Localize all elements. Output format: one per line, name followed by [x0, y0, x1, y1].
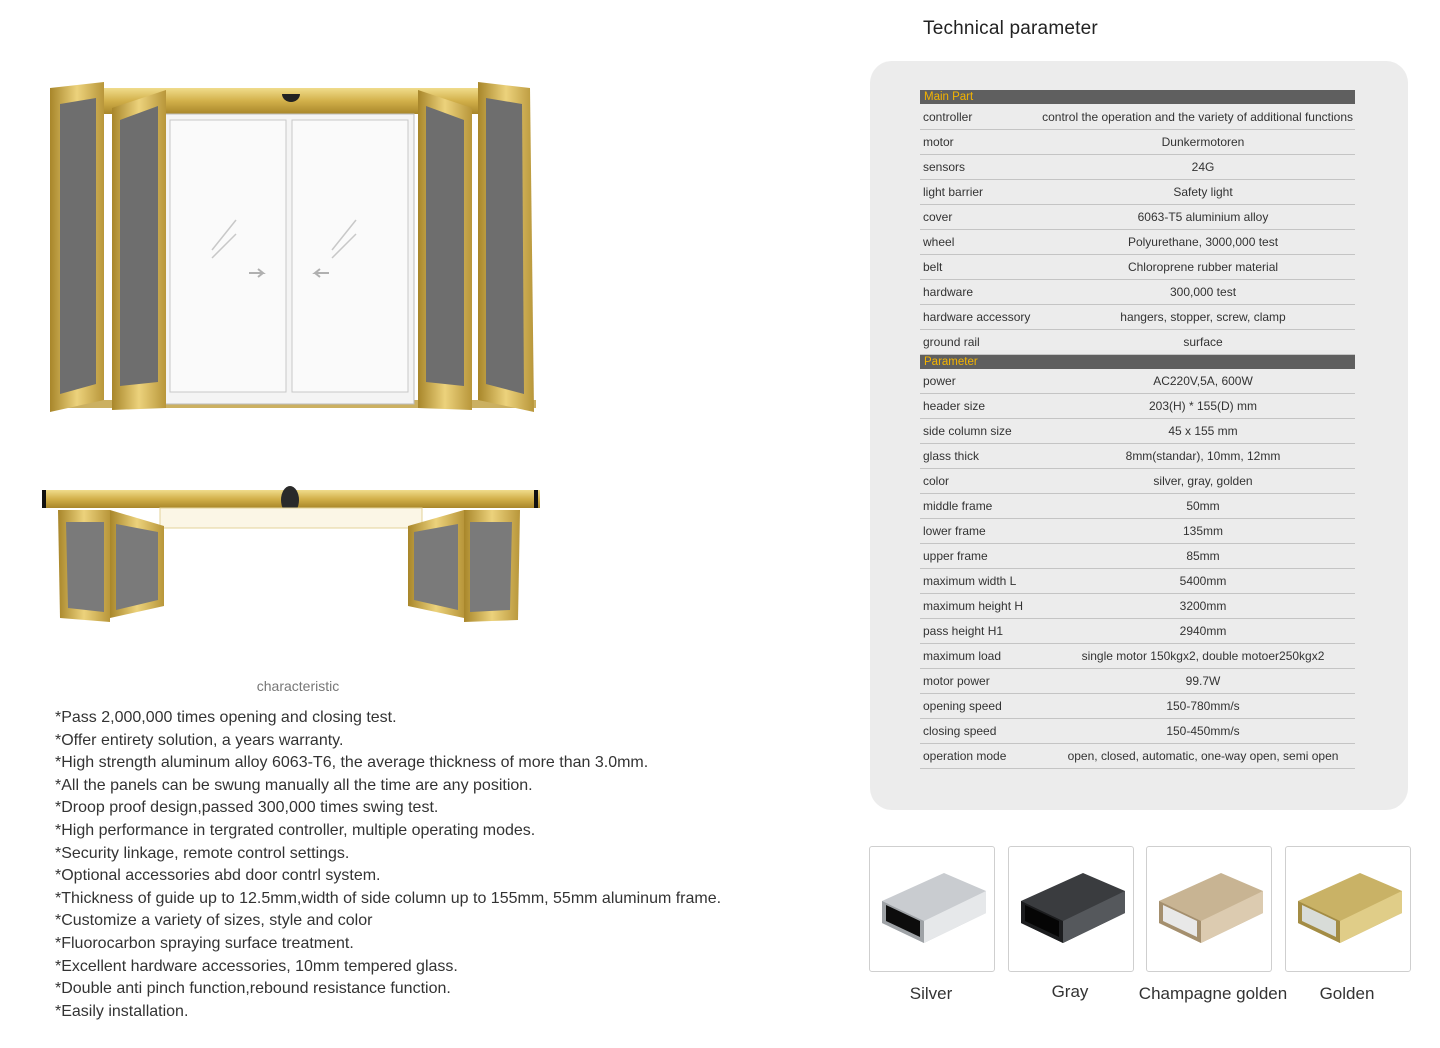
spec-label: glass thick	[923, 449, 980, 463]
feature-item: *Pass 2,000,000 times opening and closing test.	[55, 709, 397, 726]
spec-label: lower frame	[923, 524, 986, 538]
spec-row-motor-power	[920, 669, 1355, 694]
feature-item: *Droop proof design,passed 300,000 times swing test.	[55, 799, 439, 817]
spec-label: opening speed	[923, 699, 1002, 713]
spec-row-maximum-width	[920, 569, 1355, 594]
swatch-champagne-golden	[1146, 846, 1272, 972]
glass-left-inner	[120, 106, 158, 386]
profile-champagne-icon	[1147, 847, 1271, 971]
spec-label: maximum load	[923, 649, 1002, 663]
swatch-golden	[1285, 846, 1411, 972]
spec-row-lower-frame	[920, 519, 1355, 544]
spec-label: light barrier	[923, 185, 984, 199]
spec-row-maximum-load	[920, 644, 1355, 669]
spec-value: 99.7W	[1185, 674, 1221, 688]
spec-label: color	[923, 474, 950, 488]
glass-right-inner	[426, 106, 464, 386]
spec-value: 24G	[1191, 160, 1215, 174]
spec-value: 203(H) * 155(D) mm	[1148, 399, 1258, 413]
spec-value: open, closed, automatic, one-way open, semi open	[1067, 749, 1339, 763]
spec-row-pass-height	[920, 619, 1355, 644]
spec-value: silver, gray, golden	[1153, 474, 1253, 488]
spec-label: ground rail	[923, 335, 980, 349]
spec-row-header-size	[920, 394, 1355, 419]
top-right-glass-outer	[470, 522, 512, 612]
spec-row-middle-frame	[920, 494, 1355, 519]
spec-label: sensors	[923, 160, 966, 174]
feature-list	[55, 707, 721, 1023]
spec-label: hardware	[923, 285, 974, 299]
swatch-label-gray: Gray	[1051, 982, 1089, 1001]
feature-item: *Fluorocarbon spraying surface treatment.	[55, 934, 354, 952]
spec-label: power	[923, 374, 956, 388]
top-left-glass-outer	[66, 522, 104, 612]
glass-left-outer	[60, 98, 96, 394]
spec-row-hardware-accessory	[920, 305, 1355, 330]
spec-value: 8mm(standar), 10mm, 12mm	[1125, 449, 1281, 463]
spec-label: controller	[923, 109, 973, 124]
spec-value: Safety light	[1173, 185, 1233, 199]
spec-value: 2940mm	[1179, 624, 1227, 638]
swatch-gray	[1008, 846, 1134, 972]
feature-item: *High performance in tergrated controller, multiple operating modes.	[55, 821, 536, 839]
spec-label: pass height H1	[923, 624, 1004, 638]
swatch-label-golden: Golden	[1319, 984, 1375, 1003]
feature-item: *High strength aluminum alloy 6063-T6, the average thickness of more than 3.0mm.	[55, 754, 649, 772]
feature-item: *Excellent hardware accessories, 10mm tempered glass.	[55, 957, 458, 975]
spec-value: hangers, stopper, screw, clamp	[1120, 310, 1286, 324]
spec-label: hardware accessory	[923, 310, 1031, 324]
spec-label: middle frame	[923, 499, 993, 513]
feature-item: *Double anti pinch function,rebound resistance function.	[55, 980, 451, 998]
sliding-panel-right	[292, 120, 408, 392]
feature-item: *All the panels can be swung manually all the time are any position.	[55, 776, 533, 794]
spec-value: 300,000 test	[1169, 285, 1237, 299]
spec-row-maximum-height	[920, 594, 1355, 619]
spec-value: single motor 150kgx2, double motoer250kgx2	[1081, 649, 1325, 663]
top-right-glass-inner	[414, 524, 458, 610]
spec-value: Dunkermotoren	[1161, 135, 1245, 149]
spec-value: control the operation and the variety of additional functions	[1042, 109, 1353, 124]
spec-row-upper-frame	[920, 544, 1355, 569]
spec-row-controller	[920, 104, 1355, 130]
glass-right-outer	[486, 98, 524, 394]
spec-value: 5400mm	[1179, 574, 1227, 588]
top-left-glass-inner	[116, 524, 158, 610]
spec-value: 3200mm	[1179, 599, 1227, 613]
feature-item: *Easily installation.	[55, 1002, 189, 1020]
spec-row-hardware	[920, 280, 1355, 305]
profile-golden-icon	[1286, 847, 1410, 971]
spec-label: wheel	[923, 235, 955, 249]
feature-item: *Customize a variety of sizes, style and color	[55, 912, 373, 930]
swatch-silver	[869, 846, 995, 972]
spec-value: AC220V,5A, 600W	[1153, 374, 1253, 388]
spec-label: maximum height H	[923, 599, 1024, 613]
spec-value: 85mm	[1186, 549, 1220, 563]
door-front-illustration	[44, 80, 544, 420]
spec-row-wheel	[920, 230, 1355, 255]
parameter-heading: Parameter	[920, 355, 1355, 369]
spec-value: 150-450mm/s	[1166, 724, 1240, 738]
spec-label: motor power	[923, 674, 990, 688]
sliding-panel-left	[170, 120, 286, 392]
spec-row-operation-mode	[920, 744, 1355, 769]
parameter-table	[920, 355, 1355, 769]
spec-value: 50mm	[1186, 499, 1220, 513]
spec-label: cover	[923, 210, 953, 224]
spec-row-cover	[920, 205, 1355, 230]
spec-label: operation mode	[923, 749, 1007, 763]
top-inner-frame	[160, 508, 422, 528]
spec-value: surface	[1183, 335, 1223, 349]
spec-row-opening-speed	[920, 694, 1355, 719]
spec-label: closing speed	[923, 724, 997, 738]
spec-row-sensors	[920, 155, 1355, 180]
spec-value: 150-780mm/s	[1166, 699, 1240, 713]
technical-parameter-title: Technical parameter	[923, 18, 1098, 39]
feature-item: *Optional accessories abd door contrl system.	[55, 867, 381, 885]
spec-row-ground-rail	[920, 330, 1355, 355]
main-part-table	[920, 90, 1355, 355]
characteristic-title: characteristic	[256, 678, 340, 694]
feature-item: *Thickness of guide up to 12.5mm,width of side column up to 155mm, 55mm aluminum frame.	[55, 889, 722, 907]
spec-label: upper frame	[923, 549, 988, 563]
spec-row-belt	[920, 255, 1355, 280]
spec-row-side-column-size	[920, 419, 1355, 444]
spec-row-color	[920, 469, 1355, 494]
spec-label: side column size	[923, 424, 1012, 438]
swatch-label-silver: Silver	[909, 984, 953, 1003]
door-perspective-illustration	[40, 480, 542, 628]
spec-value: 135mm	[1182, 524, 1223, 538]
spec-label: motor	[923, 135, 954, 149]
profile-gray-icon	[1009, 847, 1133, 971]
spec-value: Chloroprene rubber material	[1127, 260, 1279, 274]
feature-item: *Offer entirety solution, a years warranty.	[55, 731, 344, 749]
spec-label: maximum width L	[923, 574, 1017, 588]
spec-label: header size	[923, 399, 986, 413]
main-part-heading: Main Part	[920, 90, 1355, 104]
spec-value: Polyurethane, 3000,000 test	[1127, 235, 1279, 249]
spec-row-power	[920, 369, 1355, 394]
swatch-label-champagne-golden: Champagne golden	[1138, 984, 1288, 1003]
spec-value: 6063-T5 aluminium alloy	[1137, 210, 1269, 224]
spec-value: 45 x 155 mm	[1168, 424, 1238, 438]
feature-item: *Security linkage, remote control settings.	[55, 844, 350, 862]
spec-label: belt	[923, 260, 943, 274]
spec-row-light-barrier	[920, 180, 1355, 205]
spec-row-motor	[920, 130, 1355, 155]
spec-row-closing-speed	[920, 719, 1355, 744]
spec-row-glass-thick	[920, 444, 1355, 469]
profile-silver-icon	[870, 847, 994, 971]
